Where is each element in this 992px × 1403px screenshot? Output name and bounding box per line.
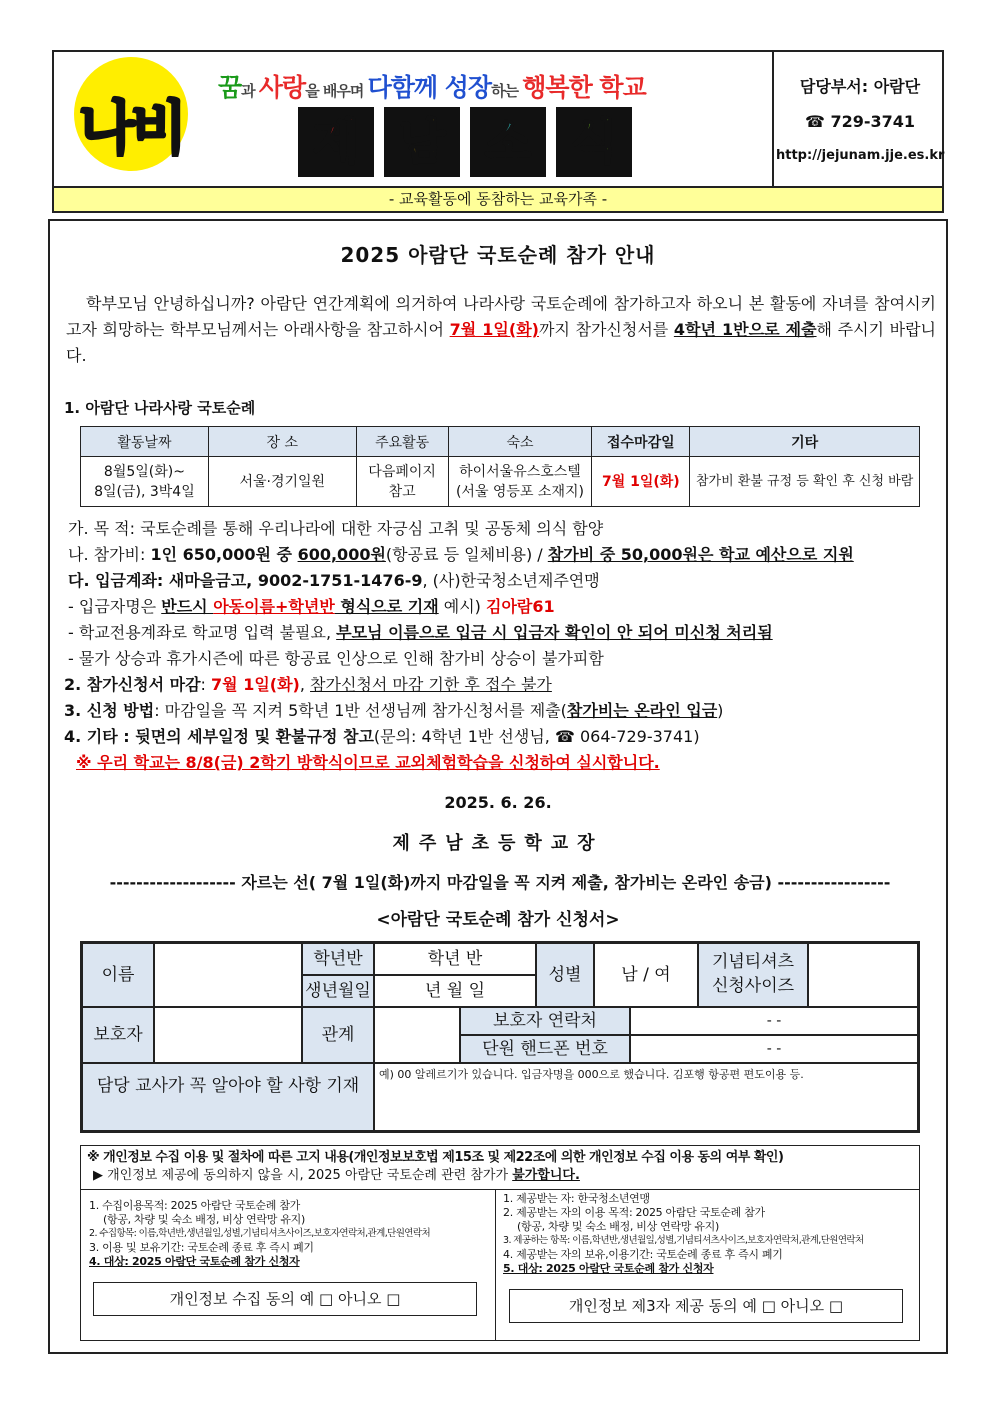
list-item: 3. 제공하는 항목: 이름,학년반,생년월일,성별,기념티셔츠사이즈,보호자연락처,관계,단원연락처 [503, 1235, 864, 1246]
etc-line: 4. 기타 : 뒷면의 세부일정 및 환불규정 참고(문의: 4학년 1반 선생님, ☎ 064-729-3741) [64, 727, 700, 746]
purpose-line: 가. 목 적: 국토순례를 통해 우리나라에 대한 자긍심 고취 및 공동체 의식 함양 [68, 519, 604, 538]
provision-terms [503, 1192, 913, 1276]
class-field[interactable]: 학년 반 [374, 943, 536, 975]
cell-lodging: 하이서울유스호스텔 (서울 영등포 소재지) [448, 457, 592, 507]
col-date: 활동날짜 [81, 427, 209, 457]
member-phone-label: 단원 핸드폰 번호 [460, 1035, 630, 1063]
phone-number: ☎ 729-3741 [804, 112, 916, 131]
title-tile-3: 소 [470, 107, 546, 177]
intro-paragraph: 학부모님 안녕하십니까? 아람단 연간계획에 의거하여 나라사랑 국토순례에 참가하고자 하오니 본 활동에 자녀를 참여시키고자 희망하는 학부모님께서는 아래사항을 참고하시어 7월 1일(화)까지 참가신청서를 4학년 1반으로 제출해 주시기 바랍니다. [66, 294, 936, 365]
name-label: 이름 [82, 943, 154, 1007]
school-url[interactable]: http://jejunam.jje.es.kr [776, 148, 945, 163]
table-row [81, 457, 920, 507]
method-line: 3. 신청 방법: 마감일을 꼭 지켜 5학년 1반 선생님께 참가신청서를 제출(참가비는 온라인 입금) [64, 701, 724, 720]
activity-table [80, 426, 920, 507]
notice-body [48, 219, 948, 1354]
newsletter-header [52, 50, 944, 213]
guardian-field[interactable] [154, 1007, 302, 1063]
list-item: 1. 제공받는 자: 한국청소년연맹 [503, 1192, 650, 1205]
col-etc: 기타 [690, 427, 920, 457]
birth-field[interactable]: 년 월 일 [374, 975, 536, 1007]
account-warning: - 학교전용계좌로 학교명 입력 불필요, 부모님 이름으로 입금 시 입금자 확인이 안 되어 미신청 처리됨 [68, 623, 773, 642]
deadline-line: 2. 참가신청서 마감: 7월 1일(화), 참가신청서 마감 기한 후 접수 불가 [64, 675, 552, 694]
col-place: 장 소 [208, 427, 356, 457]
cell-etc: 참가비 환불 규정 등 확인 후 신청 바람 [690, 457, 920, 507]
birth-label: 생년월일 [302, 975, 374, 1007]
notice-date: 2025. 6. 26. [444, 793, 552, 812]
privacy-divider [495, 1190, 496, 1340]
cut-line: ------------------- 자르는 선( 7월 1일(화)까지 마감일을 꼭 지켜 제출, 참가비는 온라인 송금) ----------------- [109, 873, 891, 892]
logo-text: 나비 [78, 94, 184, 162]
gender-field[interactable]: 남 / 여 [594, 943, 698, 1007]
list-item: 3. 이용 및 보유기간: 국토순례 종료 후 즉시 폐기 [89, 1241, 314, 1254]
principal-signature: 제주남초등학교장 [392, 833, 604, 854]
list-item: 2. 제공받는 자의 이용 목적: 2025 아람단 국토순례 참가 [503, 1206, 765, 1219]
header-divider [772, 52, 774, 186]
title-tile-4: 식 [556, 107, 632, 177]
motto-bar: - 교육활동에 동참하는 교육가족 - [54, 186, 942, 211]
guardian-contact-label: 보호자 연락처 [460, 1007, 630, 1035]
school-slogan: 꿈과 사랑을 배우며 다함께 성장하는 행복한 학교 [218, 73, 646, 102]
col-deadline: 접수마감일 [592, 427, 690, 457]
price-note: - 물가 상승과 휴가시즌에 따른 항공료 인상으로 인해 참가비 상승이 불가피함 [68, 649, 604, 668]
table-header-row [81, 427, 920, 457]
department: 담당부서: 아람단 [799, 77, 921, 96]
gender-label: 성별 [536, 943, 594, 1007]
teacher-note-field[interactable]: 예) 00 알레르기가 있습니다. 입금자명을 000으로 했습니다. 김포행 항공편 편도이용 등. [374, 1063, 918, 1131]
collection-consent-box[interactable]: 개인정보 수집 동의 예 □ 아니오 □ [93, 1282, 477, 1316]
class-label: 학년반 [302, 943, 374, 975]
account-line: 다. 입금계좌: 새마을금고, 9002-1751-1476-9, (사)한국청소년제주연맹 [68, 571, 600, 590]
privacy-notice [80, 1145, 920, 1341]
teacher-note-label: 담당 교사가 꼭 알아야 할 사항 기재 [82, 1063, 374, 1131]
title-tile-1: 제 [298, 107, 374, 177]
privacy-header-warning: ▶ 개인정보 제공에 동의하지 않을 시, 2025 아람단 국토순례 관련 참가가 불가합니다. [93, 1168, 580, 1183]
notice-title: 2025 아람단 국토순례 참가 안내 [340, 243, 656, 267]
list-item: 2. 수집항목: 이름,학년반,생년월일,성별,기념티셔츠사이즈,보호자연락처,관계,단원연락처 [89, 1228, 431, 1239]
col-lodging: 숙소 [448, 427, 592, 457]
privacy-header-title: ※ 개인정보 수집 이용 및 절차에 따른 고지 내용(개인정보보호법 제15조 및 제22조에 의한 개인정보 수집 이용 동의 여부 확인) [87, 1150, 784, 1165]
form-title: <아람단 국토순례 참가 신청서> [376, 910, 620, 930]
list-item: 1. 수집이용목적: 2025 아람단 국토순례 참가 [89, 1199, 300, 1212]
list-item: 4. 제공받는 자의 보유,이용기간: 국토순례 종료 후 즉시 폐기 [503, 1248, 783, 1261]
guardian-label: 보호자 [82, 1007, 154, 1063]
title-tile-2: 남 [384, 107, 460, 177]
member-phone-field[interactable]: - - [630, 1035, 918, 1063]
depositor-rule: - 입금자명은 반드시 아동이름+학년반 형식으로 기재 예시) 김아람61 [68, 597, 555, 616]
cell-activity: 다음페이지 참고 [356, 457, 448, 507]
application-form [80, 941, 920, 1133]
section-1-heading: 1. 아람단 나라사랑 국토순례 [64, 399, 256, 417]
privacy-header [81, 1146, 919, 1190]
cell-date: 8월5일(화)~ 8일(금), 3박4일 [81, 457, 209, 507]
collection-terms [89, 1199, 489, 1269]
cell-place: 서울·경기일원 [208, 457, 356, 507]
guardian-contact-field[interactable]: - - [630, 1007, 918, 1035]
list-item: 4. 대상: 2025 아람단 국토순례 참가 신청자 [89, 1255, 300, 1268]
col-activity: 주요활동 [356, 427, 448, 457]
relation-label: 관계 [302, 1007, 374, 1063]
name-field[interactable] [154, 943, 302, 1007]
school-logo [74, 57, 188, 171]
fee-line: 나. 참가비: 1인 650,000원 중 600,000원(항공료 등 일체비용) / 참가비 중 50,000원은 학교 예산으로 지원 [68, 545, 854, 564]
relation-field[interactable] [374, 1007, 460, 1063]
tshirt-size-field[interactable] [808, 943, 918, 1007]
field-trip-note: ※ 우리 학교는 8/8(금) 2학기 방학식이므로 교외체험학습을 신청하여 실시합니다. [76, 753, 660, 772]
cell-deadline: 7월 1일(화) [592, 457, 690, 507]
list-item: (항공, 차량 및 숙소 배정, 비상 연락망 유지) [103, 1213, 305, 1226]
third-party-consent-box[interactable]: 개인정보 제3자 제공 동의 예 □ 아니오 □ [509, 1289, 903, 1323]
list-item: (항공, 차량 및 숙소 배정, 비상 연락망 유지) [517, 1220, 719, 1233]
list-item: 5. 대상: 2025 아람단 국토순례 참가 신청자 [503, 1262, 714, 1275]
tshirt-label: 기념티셔츠 신청사이즈 [698, 943, 808, 1007]
